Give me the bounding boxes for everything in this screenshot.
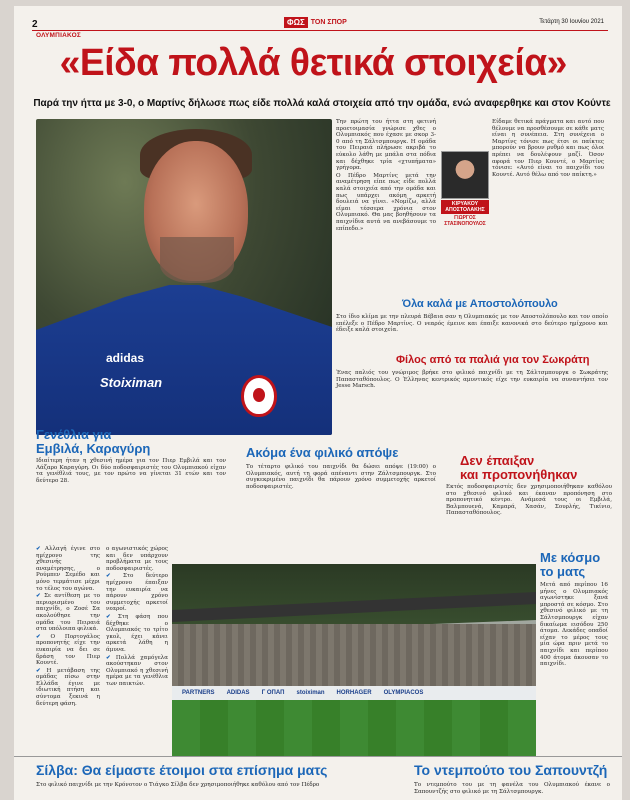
section-title-sokrati: Φίλος από τα παλιά για τον Σωκράτη [396, 354, 590, 366]
photo-pitch [172, 700, 536, 756]
author-name-2: ΓΙΩΡΓΟΣ ΣΤΑΣΙΝΟΠΟΥΛΟΣ [444, 215, 486, 227]
ad-item: OLYMPIACOS [383, 690, 424, 696]
section-text-friendly: Το τέταρτο φιλικό του παιχνίδι θα δώσει απόψε (19:00) ο Ολυμπιακός, αυτή τη φορά απέναντι στην Ζάλτσμπουργκ. Στο συγκεκριμένο παιχνίδι θα πάρουν χρόνο συμμετοχής αρκετοί ποδοσφαιριστές. [246, 464, 436, 490]
sponsor-stoiximan: Stoiximan [100, 375, 163, 390]
photo-shirt [36, 285, 332, 435]
photo-beard [160, 237, 234, 283]
sponsor-adidas: adidas [106, 351, 145, 365]
footer-text-left: Στο φιλικό παιχνίδι με την Κρόνοτον ο Τιάγκο Σίλβα δεν χρησιμοποιήθηκε καθόλου από τον Πέδρο [36, 782, 320, 788]
headline: «Είδα πολλά θετικά στοιχεία» [59, 42, 567, 84]
ad-item: HORHAGER [336, 690, 372, 696]
coach-photo [36, 119, 332, 435]
section-title-kosmo [540, 551, 620, 579]
list-left [36, 546, 100, 708]
ad-board [172, 686, 536, 700]
section-title-emvila-line2: Εμβιλά, Καραγύρη [36, 441, 151, 456]
section-title-friendly: Ακόμα ένα φιλικό απόψε [246, 445, 399, 460]
section-text-sokrati: Ένας παλιός του γνώριμος βρήκε στο φιλικό παιχνίδι με τη Σάλτσμπουργκ ο Σωκράτης Παπασταθόπουλος. Ο Έλληνας κεντρικός αμυντικός είχε την ευκαιρία να συναντήσει τον Jesse Marsch. [336, 370, 608, 390]
author-name: ΚΙΡΥΑΚΟΥ ΑΠΟΣΤΟΛΑΚΗΣ [441, 200, 489, 214]
list-item: ✔ Στη φάση που δέχθηκε ο Ολυμπιακός το τρίτο γκολ, έχει κάνει αρκετά λάθη η άμυνα. [106, 613, 168, 653]
section-title-training [460, 454, 610, 482]
list-item: ο αγωνιστικός χώρος και δεν υπάρχουν προβλήματα με τους ποδοσφαιριστές. [106, 546, 168, 572]
column-b-text: Είδαμε θετικά πράγματα και αυτό που θέλουμε να προσθέσουμε σε κάθε ματς είναι η συνέπεια. Στη συνέχεια ο Μαρτίνς τόνισε πως έτσι οι παίκτες μπορούν να βρουν ρυθμό και πως όλοι πρέπει να δουλέψουν μαζί. Όσον αφορά τον Πιερ Κουντέ, ο Μαρτίνς τόνισε: «Αυτό είναι το παιχνίδι του Κουντέ. Αυτό θέλω από τον παίκτη.» [492, 119, 604, 178]
page-number: 2 [32, 19, 38, 30]
list-item: ✔ Πολλά χαμόγελα ακούστηκαν στον Ολυμπιακό η χθεσινή ημέρα με τα γενέθλια των παικτών. [106, 654, 168, 687]
list-item: ✔ Ο Πορτογάλος προπονητής είχε την ευκαιρία να δει σε δράση τον Πιερ Κουντέ. [36, 633, 100, 667]
ad-item: Γ ΟΠΑΠ [261, 690, 285, 696]
article-column-2 [492, 119, 604, 179]
logo [284, 16, 347, 29]
list-item: ✔ Αλλαγή έγινε στο ημίχρονο της χθεσινής αναμέτρησης, ο Ρούμπεν Σεμέδο και μόνο τερμάτισε μέχρι το τέλος του αγώνα. [36, 546, 100, 592]
section-text-emvila: Ιδιαίτερη ήταν η χθεσινή ημέρα για τον Πιερ Εμβιλά και τον Λάζαρο Καραγύρη. Οι δύο ποδοσφαιριστές του Ολυμπιακού είχαν τα γενέθλιά τους, με τον πρώτο να γίνεται 31 ετών και τον δεύτερο 28. [36, 458, 226, 484]
column-a-text: Ο Πέδρο Μαρτίνς μετά την αναμέτρηση είπε πως είδε πολλά καλά στοιχεία από την ομάδα και πως υπάρχει ακόμη αρκετή δουλειά να γίνει. «Νομίζω, αλλά είμαι τέσσερα χρόνια στον Ολυμπιακό. Θα μας βοηθήσουν τα παιχνίδια αυτά να ανεβάσουμε το επίπεδο.» [336, 172, 436, 232]
subhead: Παρά την ήττα με 3-0, ο Μαρτίνς δήλωσε πως είδε πολλά καλά στοιχεία από την ομάδα, ενώ αναφερθηκε και στον Κούντε [33, 98, 611, 109]
section-title-training-line2: και προπονήθηκαν [460, 467, 578, 482]
ad-item: stoiximan [296, 690, 325, 696]
page-header [14, 6, 622, 40]
photo-stand [172, 624, 536, 688]
intro-text: Την πρώτη του ήττα στη φετινή προετοιμασία γνώρισε χθες ο Ολυμπιακός που έχασε με σκορ 3-0 από τη Σάλτσμπουργκ. Η ομάδα του Πειραιά πλήρωσε ακριβά το εύκολο λάθη με μπάλα στα πόδια και δέχθηκε τρία «χτυπήματα» γρήγορα. [336, 119, 436, 172]
section-title-apostolopoulos: Όλα καλά με Αποστολόπουλο [402, 298, 558, 310]
section-title-kosmo-line1: Με κόσμο [540, 550, 601, 565]
section-title-emvila [36, 428, 176, 456]
logo-mark: ΦΩΣ [284, 17, 308, 28]
footer-title-left: Σίλβα: Θα είμαστε έτοιμοι στα επίσημα ματς [36, 762, 328, 778]
issue-date: Τετάρτη 30 Ιουνίου 2021 [539, 19, 604, 25]
list-item: ✔ Η μετάβαση της ομάδας πίσω στην Ελλάδα έγινε με ιδιωτική πτήση και σύντομα ξεκινά η δεύτερη φάση. [36, 667, 101, 707]
footer-divider [14, 756, 622, 757]
article-column-1 [336, 119, 436, 233]
section-title-emvila-line1: Γενέθλια για [36, 427, 112, 442]
newspaper-page [14, 6, 622, 800]
list-item: ✔ Σε αντίθεση με το περιορισμένο του παιχνίδι, ο Ζοσέ Σα ακολούθησε την ομάδα του Πειραιά στα υπόλοιπα φιλικά. [36, 593, 100, 633]
logo-text: ΤΟΝ ΣΠΟΡ [310, 19, 347, 26]
section-title-training-line1: Δεν έπαιξαν [460, 453, 535, 468]
section-text-kosmo: Μετά από περίπου 16 μήνες ο Ολυμπιακός αγωνίστηκε ξανά μπροστά σε κόσμο. Στο χθεσινό φιλικό με τη Σάλτσμπουργκ είχαν δικαίωμα εισόδου 250 άτομα. Δεκάδες οπαδοί είχαν το μέρος τους μία ώρα πριν μετά το παιχνίδι και περίπου 400 άτομα άκουσαν το παιχνίδι. [540, 582, 608, 668]
stadium-photo [172, 564, 536, 756]
list-item: ✔ Στο δεύτερο ημίχρονο έπαιξαν την ευκαιρία να πάρουν χρόνο συμμετοχής αρκετοί νεαροί. [106, 573, 169, 613]
footer-text-right: Το ντεμπούτο του με τη φανέλα του Ολυμπιακού έκανε ο Σαπουντζής στο φιλικό με τη Σάλτσμπουργκ. [414, 782, 610, 795]
list-mid [106, 546, 168, 688]
ad-item: ADIDAS [226, 690, 250, 696]
author-box [441, 151, 489, 229]
section-text-training: Εκτός ποδοσφαιριστές δεν χρησιμοποιήθηκαν καθόλου στο χθεσινό φιλικό και έκαναν προπόνηση στο προπονητικό κέντρο. Ανάμεσά τους οι Εμβιλά, Βαλμπουενά, Καμαρά, Χασάν, Σουρλής, Τικίνιο, Παπασταθόπουλος. [446, 484, 612, 517]
section-text-apostolopoulos: Στο ίδιο κλίμα με την πλευρά Βέβαια σαν η Ολυμπιακός με τον Αποστολόπουλο και τον οποίο επέλεξε ο Πέδρο Μαρτίνς. Ο νεαρός έμεινε και έπαιξε κανονικά στο δεύτερο ημίχρονο και έδειξε καλά στοιχεία. [336, 314, 608, 334]
section-label: ΟΛΥΜΠΙΑΚΟΣ [36, 32, 81, 39]
header-divider [32, 30, 608, 31]
ad-item: PARTNERS [182, 690, 215, 696]
section-title-kosmo-line2: το ματς [540, 564, 586, 579]
author-avatar [441, 151, 489, 199]
club-crest-icon [241, 375, 277, 417]
footer-title-right: Το ντεμπούτο του Σαπουντζή [414, 762, 608, 778]
